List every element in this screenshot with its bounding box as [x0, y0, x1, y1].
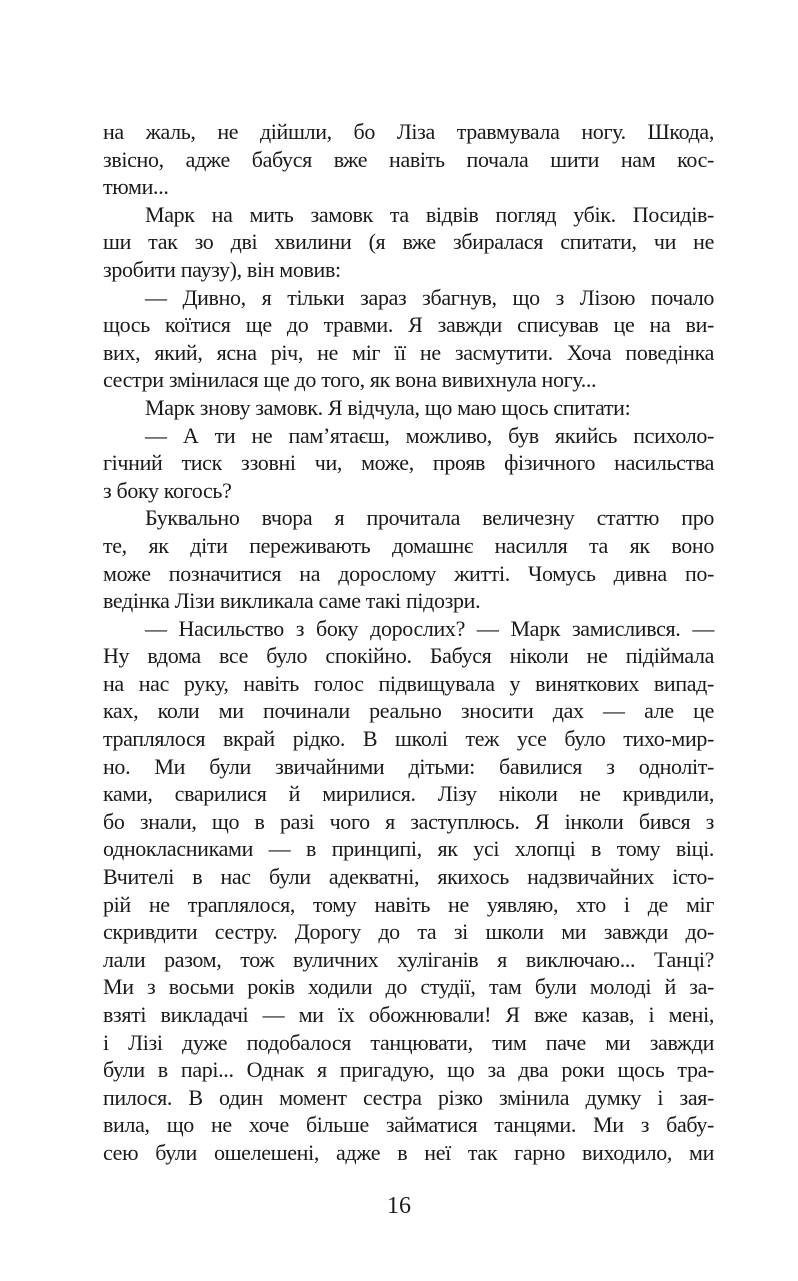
- text-line: ками, сварилися й мирилися. Лізу ніколи не кривдили,: [103, 781, 714, 807]
- text-line: Марк на мить замовк та відвів погляд убік. Посидів-: [145, 201, 714, 227]
- text-line: тюми...: [103, 174, 169, 200]
- text-line: сестри змінилася ще до того, як вона вивихнула ногу...: [103, 367, 597, 393]
- text-line: зробити паузу), він мовив:: [103, 256, 341, 282]
- text-line: Ну вдома все було спокійно. Бабуся ніколи не підіймала: [103, 643, 714, 669]
- text-line: з боку когось?: [103, 477, 232, 503]
- text-line: Буквально вчора я прочитала величезну статтю про: [145, 505, 714, 531]
- text-line: на жаль, не дійшли, бо Ліза травмувала ногу. Шкода,: [103, 119, 714, 144]
- text-line: на нас руку, навіть голос підвищувала у виняткових випад-: [103, 670, 714, 696]
- text-line: звісно, адже бабуся вже навіть почала шити нам кос-: [103, 146, 714, 172]
- paragraph: [103, 504, 714, 614]
- text-line: Вчителі в нас були адекватні, якихось надзвичайних істо-: [103, 864, 714, 890]
- text-line: вих, який, ясна річ, не міг її не засмутити. Хоча поведінка: [103, 339, 714, 365]
- text-line: траплялося вкрай рідко. В школі теж усе було тихо-мир-: [103, 726, 714, 752]
- paragraph: [103, 284, 714, 394]
- text-line: пилося. В один момент сестра різко змінила думку і зая-: [103, 1084, 714, 1110]
- text-line: — Дивно, я тільки зараз збагнув, що з Лізою почало: [145, 284, 714, 310]
- paragraph: [103, 422, 714, 505]
- text-line: ках, коли ми починали реально зносити дах — але це: [103, 698, 714, 724]
- text-line: були в парі... Однак я пригадую, що за два роки щось тра-: [103, 1057, 714, 1083]
- text-line: — А ти не пам’ятаєш, можливо, був якийсь психоло-: [145, 422, 714, 448]
- paragraph: [103, 394, 714, 422]
- text-line: скривдити сестру. Дорогу до та зі школи ми завжди до-: [103, 919, 714, 945]
- page-body-text: [103, 118, 714, 1167]
- text-line: однокласниками — в принципі, як усі хлопці в тому віці.: [103, 836, 714, 862]
- paragraph: [103, 201, 714, 284]
- text-line: рій не траплялося, тому навіть не уявляю, хто і де міг: [103, 891, 714, 917]
- text-line: но. Ми були звичайними дітьми: бавилися з одноліт-: [103, 753, 714, 779]
- paragraph: [103, 118, 714, 201]
- text-line: може позначитися на дорослому житті. Чомусь дивна по-: [103, 560, 714, 586]
- text-line: бо знали, що в разі чого я заступлюсь. Я інколи бився з: [103, 808, 714, 834]
- text-line: те, як діти переживають домашнє насилля та як воно: [103, 532, 714, 558]
- text-line: сею були ошелешені, адже в неї так гарно виходило, ми: [103, 1139, 714, 1165]
- text-line: — Насильство з боку дорослих? — Марк замислився. —: [145, 615, 714, 641]
- text-line: ведінка Лізи викликала саме такі підозри.: [103, 588, 481, 614]
- text-line: щось коїтися ще до травми. Я завжди списував це на ви-: [103, 312, 714, 338]
- text-line: ши так зо дві хвилини (я вже збиралася спитати, чи не: [103, 229, 714, 255]
- text-line: взяті викладачі — ми їх обожнювали! Я вже казав, і мені,: [103, 1002, 714, 1027]
- text-line: Ми з восьми років ходили до студії, там були молоді й за-: [103, 974, 714, 1000]
- text-line: Марк знову замовк. Я відчула, що маю щось спитати:: [145, 394, 631, 420]
- text-line: вила, що не хоче більше займатися танцями. Ми з бабу-: [103, 1112, 714, 1138]
- text-line: лали разом, тож вуличних хуліганів я виключаю... Танці?: [103, 946, 714, 972]
- text-line: і Лізі дуже подобалося танцювати, тим паче ми завжди: [103, 1029, 714, 1055]
- paragraph: [103, 615, 714, 1167]
- page-number: 16: [387, 1192, 411, 1219]
- text-line: гічний тиск ззовні чи, може, прояв фізичного насильства: [103, 450, 714, 476]
